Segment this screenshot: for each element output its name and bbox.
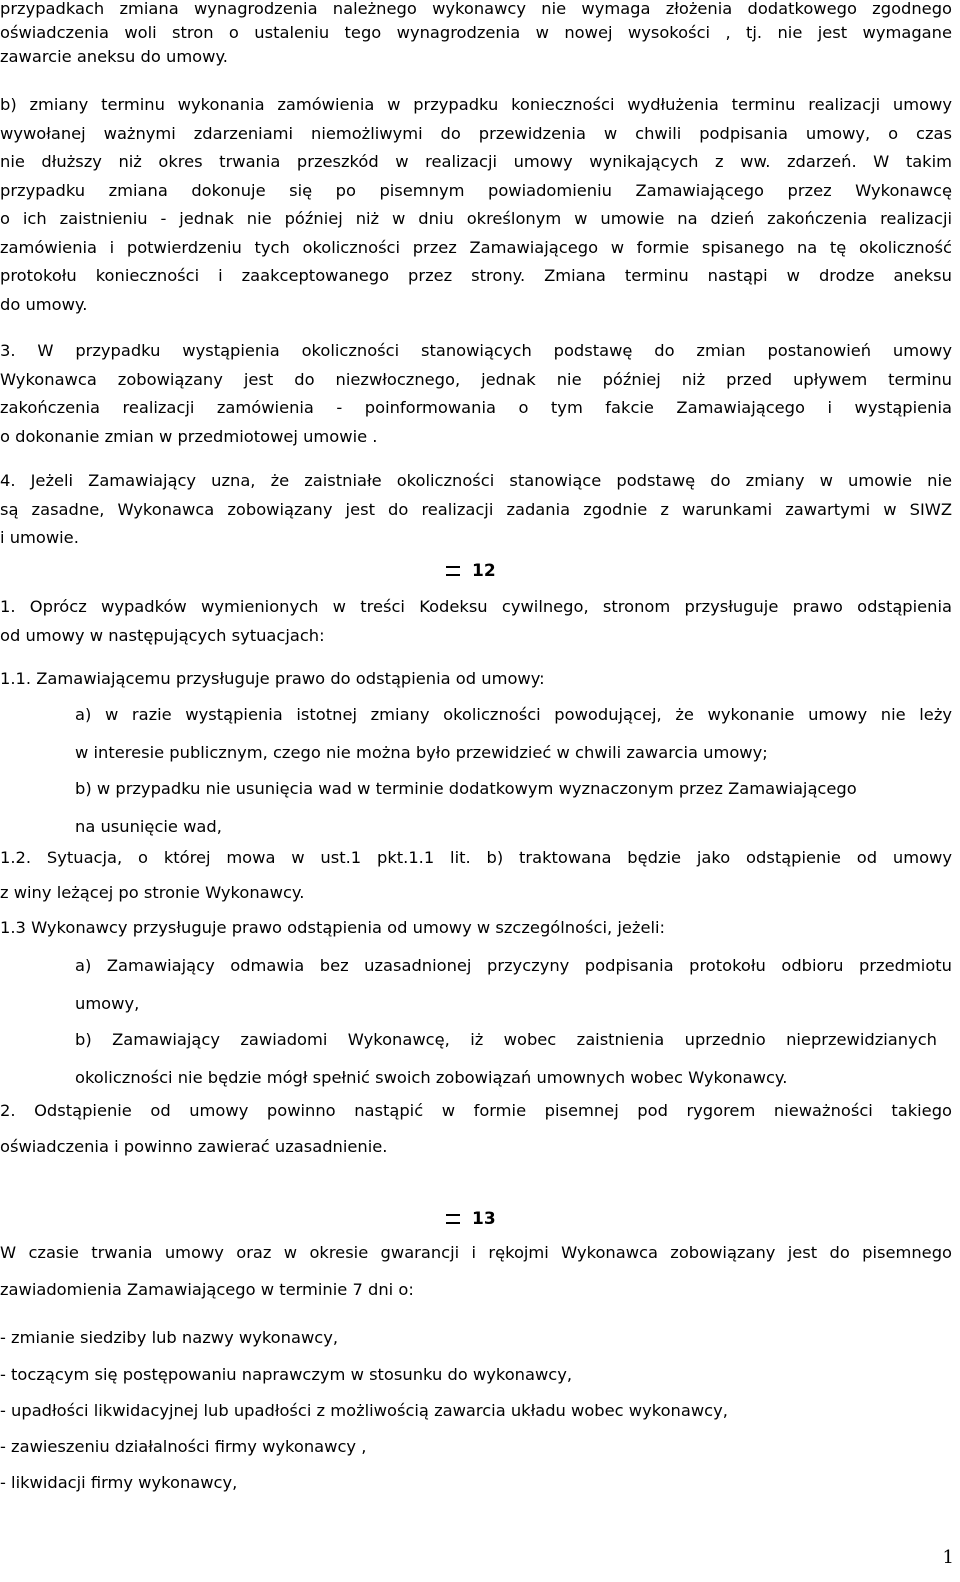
s12-point-1-3-a — [0, 952, 952, 1018]
section-heading-13 — [446, 1209, 496, 1229]
text-line: do umowy. — [0, 294, 88, 314]
text-line: 1.2. Sytuacja, o której mowa w ust.1 pkt.1.1 lit. b) traktowana będzie jako odstąpienie od umowy — [0, 848, 952, 867]
s12-point-1 — [0, 593, 952, 650]
text-line: na usunięcie wad, — [75, 816, 222, 836]
text-line: oświadczenia woli stron o ustaleniu tego wynagrodzenia w nowej wysokości , tj. nie jest wymagane — [0, 23, 952, 42]
s12-point-1-2 — [0, 844, 952, 907]
s12-point-2 — [0, 1097, 952, 1161]
text-line: wywołanej ważnymi zdarzeniami niemożliwymi do przewidzenia w chwili podpisania umowy, o czas — [0, 123, 952, 143]
s12-point-1-3-b — [0, 1026, 937, 1092]
s12-point-1-3 — [0, 914, 952, 943]
section-sign-icon — [446, 1214, 460, 1224]
list-item: - zmianie siedziby lub nazwy wykonawcy, — [0, 1328, 339, 1347]
paragraph-4 — [0, 467, 952, 553]
text-line: są zasadne, Wykonawca zobowiązany jest do realizacji zadania zgodnie z warunkami zawartymi w SIWZ — [0, 499, 952, 519]
text-line: przypadku zmiana dokonuje się po pisemnym powiadomieniu Zamawiającego przez Wykonawcę — [0, 180, 952, 200]
list-item: - zawieszeniu działalności firmy wykonawcy , — [0, 1437, 367, 1456]
text-line: protokołu konieczności i zaakceptowanego przez strony. Zmiana terminu nastąpi w drodze aneksu — [0, 266, 952, 285]
list-item: - toczącym się postępowaniu naprawczym w stosunku do wykonawcy, — [0, 1365, 573, 1384]
intro-paragraph — [0, 0, 952, 69]
text-line: a) Zamawiający odmawia bez uzasadnionej przyczyny podpisania protokołu odbioru przedmiotu — [75, 956, 952, 975]
text-line: oświadczenia i powinno zawierać uzasadnienie. — [0, 1136, 388, 1156]
text-line: a) w razie wystąpienia istotnej zmiany okoliczności powodującej, że wykonanie umowy nie leży — [75, 705, 952, 724]
text-line: przypadkach zmiana wynagrodzenia należnego wykonawcy nie wymaga złożenia dodatkowego zgodnego — [0, 0, 952, 18]
text-line: 4. Jeżeli Zamawiający uzna, że zaistniałe okoliczności stanowiące podstawę do zmiany w umowie nie — [0, 471, 952, 490]
text-line: zamówienia i potwierdzeniu tych okoliczności przez Zamawiającego w formie spisanego na tę okoliczność — [0, 237, 952, 257]
section-number: 12 — [472, 561, 496, 581]
s12-point-1-1-a — [0, 701, 952, 767]
s13-paragraph — [0, 1239, 952, 1304]
text-line: w interesie publicznym, czego nie można było przewidzieć w chwili zawarcia umowy; — [75, 742, 768, 762]
text-line: i umowie. — [0, 528, 79, 547]
text-line: z winy leżącej po stronie Wykonawcy. — [0, 882, 305, 902]
text-line: zawarcie aneksu do umowy. — [0, 47, 228, 66]
page-number: 1 — [942, 1547, 954, 1568]
s12-point-1-1 — [0, 665, 952, 694]
section-heading-12 — [446, 561, 496, 581]
text-line: b) zmiany terminu wykonania zamówienia w przypadku konieczności wydłużenia terminu realizacji umowy — [0, 95, 952, 114]
text-line: od umowy w następujących sytuacjach: — [0, 625, 325, 645]
text-line: 1.1. Zamawiającemu przysługuje prawo do odstąpienia od umowy: — [0, 669, 545, 688]
list-item: - upadłości likwidacyjnej lub upadłości z możliwością zawarcia układu wobec wykonawcy, — [0, 1401, 728, 1420]
text-line: Wykonawca zobowiązany jest do niezwłocznego, jednak nie później niż przed upływem terminu — [0, 369, 952, 389]
text-line: b) Zamawiający zawiadomi Wykonawcę, iż wobec zaistnienia uprzednio nieprzewidzianych — [75, 1030, 937, 1049]
section-number: 13 — [472, 1209, 496, 1229]
text-line: nie dłuższy niż okres trwania przeszkód w realizacji umowy wynikających z ww. zdarzeń. W takim — [0, 152, 952, 171]
text-line: umowy, — [75, 993, 140, 1013]
text-line: W czasie trwania umowy oraz w okresie gwarancji i rękojmi Wykonawca zobowiązany jest do pisemnego — [0, 1243, 952, 1262]
text-line: b) w przypadku nie usunięcia wad w terminie dodatkowym wyznaczonym przez Zamawiającego — [75, 779, 857, 798]
text-line: zawiadomienia Zamawiającego w terminie 7 dni o: — [0, 1279, 414, 1299]
paragraph-3 — [0, 337, 952, 451]
text-line: 2. Odstąpienie od umowy powinno nastąpić w formie pisemnej pod rygorem nieważności takiego — [0, 1101, 952, 1120]
paragraph-b — [0, 91, 952, 319]
list-item: - likwidacji firmy wykonawcy, — [0, 1473, 238, 1492]
text-line: 1.3 Wykonawcy przysługuje prawo odstąpienia od umowy w szczególności, jeżeli: — [0, 918, 665, 937]
text-line: 1. Oprócz wypadków wymienionych w treści Kodeksu cywilnego, stronom przysługuje prawo odstąpienia — [0, 597, 952, 616]
text-line: okoliczności nie będzie mógł spełnić swoich zobowiązań umownych wobec Wykonawcy. — [75, 1067, 788, 1087]
section-sign-icon — [446, 566, 460, 576]
s12-point-1-1-b — [0, 775, 952, 841]
text-line: o ich zaistnieniu - jednak nie później niż w dniu określonym w umowie na dzień zakończenia realizacji — [0, 209, 952, 228]
text-line: 3. W przypadku wystąpienia okoliczności stanowiących podstawę do zmian postanowień umowy — [0, 341, 952, 360]
text-line: zakończenia realizacji zamówienia - poinformowania o tym fakcie Zamawiającego i wystąpienia — [0, 398, 952, 417]
text-line: o dokonanie zmian w przedmiotowej umowie . — [0, 426, 378, 446]
